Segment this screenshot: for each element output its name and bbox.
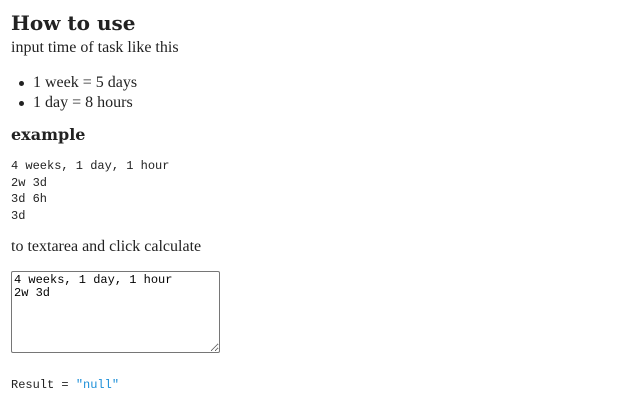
rule-text: 1 week = 5 days [33, 74, 138, 91]
time-input-textarea[interactable] [11, 271, 220, 353]
bullet-icon [19, 81, 24, 86]
example-line: 4 weeks, 1 day, 1 hour [11, 159, 170, 173]
page-title: How to use [11, 11, 136, 35]
result-output [11, 377, 119, 393]
example-heading: example [11, 125, 86, 144]
instruction-text: to textarea and click calculate [11, 238, 202, 255]
intro-text: input time of task like this [11, 39, 179, 56]
result-label: Result = [11, 378, 76, 392]
result-value: "null" [75, 378, 120, 392]
example-line: 3d 6h [11, 192, 48, 206]
example-line: 3d [11, 209, 26, 223]
list-item [33, 73, 137, 93]
bullet-icon [19, 101, 24, 106]
list-item [33, 93, 133, 113]
rule-text: 1 day = 8 hours [33, 94, 133, 111]
example-line: 2w 3d [11, 176, 48, 190]
